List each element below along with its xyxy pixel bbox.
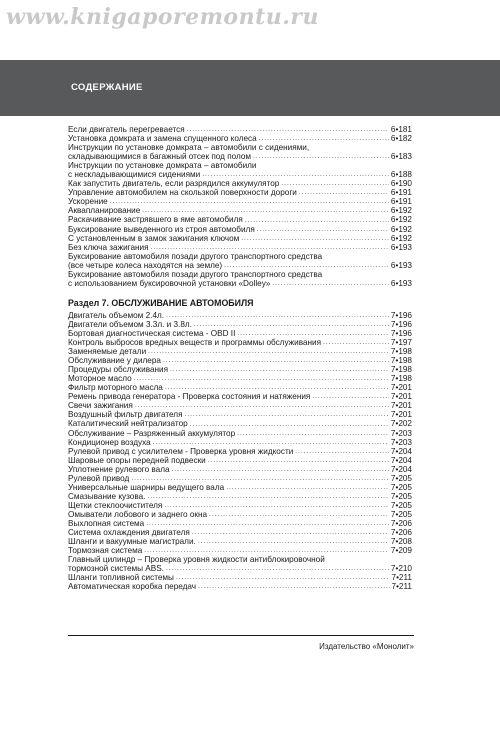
toc-entry-title: Установка домкрата и замена спущенного колеса bbox=[68, 134, 257, 144]
dot-leader bbox=[135, 402, 389, 410]
toc-entry[interactable] bbox=[68, 279, 412, 288]
table-of-contents bbox=[68, 125, 412, 591]
toc-entry-title: Свечи зажигания bbox=[68, 401, 133, 411]
toc-page-number: 6•193 bbox=[390, 260, 412, 270]
toc-entry-title: Двигатель объемом 2.4л. bbox=[68, 310, 165, 320]
toc-entry[interactable] bbox=[68, 365, 412, 374]
toc-page-number: 7•201 bbox=[390, 401, 412, 411]
dot-leader bbox=[202, 171, 389, 179]
toc-page-number: 7•208 bbox=[390, 537, 412, 547]
watermark: www.knigaporemontu.ru bbox=[6, 4, 319, 30]
toc-entry-title: Как запустить двигатель, если разрядился аккумулятор bbox=[68, 179, 280, 189]
toc-entry-title: Раскачивание застрявшего в яме автомобиля bbox=[68, 215, 243, 225]
toc-entry-title: Ремень привода генератора - Проверка состояния и натяжения bbox=[68, 392, 311, 402]
toc-entry-title-line: Инструкции по установке домкрата – автомобили bbox=[68, 161, 257, 171]
toc-entry-title: Уплотнение рулевого вала bbox=[68, 464, 170, 474]
toc-page-number: 7•198 bbox=[390, 356, 412, 366]
toc-entry-title: Если двигатель перегревается bbox=[68, 125, 185, 134]
toc-entry-title: Фильтр моторного масла bbox=[68, 383, 163, 393]
publisher-credit: Издательство «Монолит» bbox=[319, 642, 414, 651]
toc-entry-title-line: Буксирование автомобиля позади другого транспортного средства bbox=[68, 251, 323, 261]
toc-entry[interactable] bbox=[68, 383, 412, 392]
dot-leader bbox=[153, 439, 389, 447]
dot-leader bbox=[166, 312, 389, 320]
dot-leader bbox=[176, 574, 390, 582]
toc-entry[interactable] bbox=[68, 179, 412, 188]
toc-entry[interactable] bbox=[68, 225, 412, 234]
toc-entry[interactable] bbox=[68, 125, 412, 134]
bottom-edge-strip bbox=[0, 722, 500, 732]
dot-leader bbox=[295, 448, 389, 456]
toc-page-number: 7•205 bbox=[390, 500, 412, 510]
toc-entry[interactable] bbox=[68, 347, 412, 356]
toc-entry[interactable] bbox=[68, 501, 412, 510]
toc-entry-title: Щетки стеклоочистителя bbox=[68, 500, 163, 510]
toc-entry[interactable] bbox=[68, 564, 412, 573]
toc-entry[interactable] bbox=[68, 152, 412, 161]
toc-entry-title: с использованием буксировочной установки «Dolley» bbox=[68, 278, 271, 288]
toc-entry-title: Без ключа зажигания bbox=[68, 242, 149, 252]
toc-entry[interactable] bbox=[68, 338, 412, 347]
toc-entry[interactable] bbox=[68, 519, 412, 528]
toc-entry[interactable] bbox=[68, 320, 412, 329]
toc-entry[interactable] bbox=[68, 356, 412, 365]
dot-leader bbox=[209, 511, 389, 519]
dot-leader bbox=[194, 321, 389, 329]
dot-leader bbox=[190, 421, 389, 429]
toc-entry-title: Заменяемые детали bbox=[68, 347, 147, 357]
dot-leader bbox=[323, 339, 389, 347]
toc-page-number: 7•196 bbox=[390, 310, 412, 320]
toc-page-number: 7•204 bbox=[390, 446, 412, 456]
toc-page-number: 6•192 bbox=[390, 215, 412, 225]
toc-page-number: 7•201 bbox=[390, 383, 412, 393]
toc-page-number: 6•191 bbox=[390, 197, 412, 207]
toc-entry-title: Аквапланирование bbox=[68, 206, 141, 216]
toc-entry[interactable] bbox=[68, 429, 412, 438]
toc-page-number: 6•188 bbox=[390, 170, 412, 180]
toc-entry-title: Кондиционер воздуха bbox=[68, 437, 151, 447]
dot-leader bbox=[170, 366, 389, 374]
dot-leader bbox=[187, 126, 389, 134]
toc-entry-title: складывающимися в багажный отсек под полом bbox=[68, 152, 252, 162]
toc-entry[interactable] bbox=[68, 528, 412, 537]
toc-page-number: 7•205 bbox=[390, 482, 412, 492]
toc-page-number: 7•210 bbox=[390, 564, 412, 574]
toc-entry-title: Управление автомобилем на скользкой поверхности дороги bbox=[68, 188, 297, 198]
dot-leader bbox=[208, 457, 389, 465]
toc-entry-title: Моторное масло bbox=[68, 374, 132, 384]
toc-entry[interactable] bbox=[68, 170, 412, 179]
toc-entry[interactable] bbox=[68, 188, 412, 197]
toc-page-number: 7•201 bbox=[390, 410, 412, 420]
toc-entry-title: Выхлопная система bbox=[68, 518, 145, 528]
dot-leader bbox=[148, 348, 389, 356]
toc-entry[interactable] bbox=[68, 438, 412, 447]
toc-entry[interactable] bbox=[68, 492, 412, 501]
toc-page-number: 7•197 bbox=[390, 338, 412, 348]
toc-page-number: 6•190 bbox=[390, 179, 412, 189]
toc-page-number: 7•201 bbox=[390, 392, 412, 402]
toc-entry-title: С установленным в замок зажигания ключом bbox=[68, 233, 240, 243]
toc-page-number: 7•204 bbox=[390, 464, 412, 474]
page-title: СОДЕРЖАНИЕ bbox=[71, 82, 143, 93]
toc-page-number: 7•203 bbox=[390, 437, 412, 447]
toc-entry[interactable] bbox=[68, 401, 412, 410]
header-band bbox=[0, 60, 500, 116]
toc-entry[interactable] bbox=[68, 392, 412, 401]
dot-leader bbox=[163, 357, 389, 365]
toc-page-number: 7•198 bbox=[390, 347, 412, 357]
toc-entry-title: Шланги и вакуумные магистрали. bbox=[68, 537, 196, 547]
toc-entry[interactable] bbox=[68, 483, 412, 492]
footer-rule bbox=[68, 635, 414, 636]
toc-page-number: 7•196 bbox=[390, 319, 412, 329]
dot-leader bbox=[224, 262, 389, 270]
toc-entry[interactable] bbox=[68, 537, 412, 546]
toc-page-number: 7•209 bbox=[390, 546, 412, 556]
toc-entry[interactable] bbox=[68, 582, 412, 591]
dot-leader bbox=[185, 411, 389, 419]
toc-page-number: 7•203 bbox=[390, 428, 412, 438]
dot-leader bbox=[237, 430, 389, 438]
toc-page-number: 6•182 bbox=[390, 134, 412, 144]
dot-leader bbox=[144, 547, 389, 555]
toc-entry-title: тормозной системы ABS. bbox=[68, 564, 164, 574]
dot-leader bbox=[164, 502, 389, 510]
toc-entry[interactable] bbox=[68, 546, 412, 555]
toc-entry-title-line: Буксирование автомобиля позади другого транспортного средства bbox=[68, 269, 323, 279]
toc-entry-title: Омыватели лобового и заднего окна bbox=[68, 509, 208, 519]
dot-leader bbox=[192, 529, 389, 537]
toc-entry-title: Двигатели объемом 3.3л. и 3.8л. bbox=[68, 319, 192, 329]
toc-entry-title: Смазывание кузова. bbox=[68, 491, 146, 501]
toc-page-number: 7•205 bbox=[390, 491, 412, 501]
toc-page-number: 6•183 bbox=[390, 152, 412, 162]
toc-page-number: 7•204 bbox=[390, 455, 412, 465]
toc-entry-title-line: Главный цилиндр – Проверка уровня жидкости антиблокировочной bbox=[68, 555, 325, 565]
toc-page-number: 7•205 bbox=[390, 509, 412, 519]
toc-entry[interactable] bbox=[68, 206, 412, 215]
toc-entry[interactable] bbox=[68, 374, 412, 383]
toc-entry-title: Универсальные шарниры ведущего вала bbox=[68, 482, 225, 492]
toc-group-emergency bbox=[68, 125, 412, 288]
toc-entry-title: Автоматическая коробка передач bbox=[68, 582, 197, 592]
toc-page-number: 6•193 bbox=[390, 278, 412, 288]
toc-entry-title: с нескладывающимися сидениями bbox=[68, 170, 201, 180]
toc-entry-title: Контроль выбросов вредных веществ и программы обслуживания bbox=[68, 338, 322, 348]
dot-leader bbox=[151, 244, 389, 252]
dot-leader bbox=[257, 226, 389, 234]
dot-leader bbox=[281, 180, 389, 188]
toc-entry-title: Ускорение bbox=[68, 197, 108, 207]
toc-entry-title: Каталитический нейтрализатор bbox=[68, 419, 188, 429]
toc-entry[interactable] bbox=[68, 465, 412, 474]
toc-entry-title: Буксирование выведенного из строя автомобиля bbox=[68, 224, 255, 234]
section-heading: Раздел 7. ОБСЛУЖИВАНИЕ АВТОМОБИЛЯ bbox=[68, 297, 254, 308]
toc-page-number: 6•181 bbox=[390, 125, 412, 134]
dot-leader bbox=[134, 375, 389, 383]
toc-entry[interactable] bbox=[68, 215, 412, 224]
dot-leader bbox=[272, 280, 389, 288]
toc-page-number: 7•205 bbox=[390, 473, 412, 483]
dot-leader bbox=[131, 475, 389, 483]
toc-entry-title: Система охлаждения двигателя bbox=[68, 528, 190, 538]
toc-page-number: 7•202 bbox=[390, 419, 412, 429]
toc-entry-title: Тормозная система bbox=[68, 546, 143, 556]
toc-page-number: 6•192 bbox=[390, 206, 412, 216]
dot-leader bbox=[237, 330, 389, 338]
toc-page-number: 6•192 bbox=[390, 224, 412, 234]
dot-leader bbox=[259, 135, 389, 143]
toc-entry-title: Шланги топливной системы bbox=[68, 573, 174, 583]
dot-leader bbox=[142, 207, 389, 215]
dot-leader bbox=[253, 153, 389, 161]
dot-leader bbox=[110, 198, 389, 206]
toc-entry[interactable] bbox=[68, 197, 412, 206]
toc-page-number: 7•211 bbox=[391, 582, 412, 592]
toc-entry[interactable] bbox=[68, 243, 412, 252]
toc-page-number: 6•192 bbox=[390, 233, 412, 243]
dot-leader bbox=[165, 384, 389, 392]
toc-entry[interactable] bbox=[68, 447, 412, 456]
toc-entry[interactable] bbox=[68, 573, 412, 582]
dot-leader bbox=[198, 583, 389, 591]
toc-entry-title-line: Инструкции по установке домкрата – автомобили с сидениями, bbox=[68, 143, 310, 153]
toc-entry-title: Рулевой привод с усилителем - Проверка уровня жидкости bbox=[68, 446, 294, 456]
dot-leader bbox=[198, 538, 389, 546]
dot-leader bbox=[146, 520, 389, 528]
toc-entry[interactable] bbox=[68, 234, 412, 243]
toc-group-section7 bbox=[68, 311, 412, 591]
dot-leader bbox=[241, 235, 389, 243]
toc-page-number: 7•206 bbox=[390, 518, 412, 528]
dot-leader bbox=[312, 393, 389, 401]
dot-leader bbox=[245, 217, 389, 225]
toc-entry[interactable] bbox=[68, 474, 412, 483]
toc-page-number: 6•193 bbox=[390, 242, 412, 252]
dot-leader bbox=[172, 466, 389, 474]
toc-entry[interactable] bbox=[68, 261, 412, 270]
dot-leader bbox=[166, 565, 389, 573]
toc-page-number: 7•211 bbox=[391, 573, 412, 583]
toc-page-number: 7•196 bbox=[390, 328, 412, 338]
toc-entry-title: Обслуживание – Разряженный аккумулятор bbox=[68, 428, 236, 438]
toc-entry[interactable] bbox=[68, 510, 412, 519]
toc-page-number: 7•198 bbox=[390, 365, 412, 375]
toc-page-number: 6•191 bbox=[390, 188, 412, 198]
toc-entry[interactable] bbox=[68, 134, 412, 143]
toc-entry[interactable] bbox=[68, 410, 412, 419]
toc-page-number: 7•198 bbox=[390, 374, 412, 384]
toc-entry-title: Рулевой привод bbox=[68, 473, 130, 483]
toc-entry-title: Шаровые опоры передней подвески bbox=[68, 455, 206, 465]
dot-leader bbox=[299, 189, 389, 197]
toc-entry[interactable] bbox=[68, 419, 412, 428]
toc-entry-title: Процедуры обслуживания bbox=[68, 365, 169, 375]
toc-page-number: 7•206 bbox=[390, 528, 412, 538]
toc-entry[interactable] bbox=[68, 329, 412, 338]
dot-leader bbox=[147, 493, 388, 501]
dot-leader bbox=[226, 484, 389, 492]
toc-entry-title: Обслуживание у дилера bbox=[68, 356, 161, 366]
toc-entry[interactable] bbox=[68, 311, 412, 320]
toc-entry-title: Воздушный фильтр двигателя bbox=[68, 410, 183, 420]
toc-entry[interactable] bbox=[68, 456, 412, 465]
toc-entry-title: (все четыре колеса находятся на земле) bbox=[68, 260, 223, 270]
toc-entry-title: Бортовая диагностическая система - OBD II bbox=[68, 328, 236, 338]
